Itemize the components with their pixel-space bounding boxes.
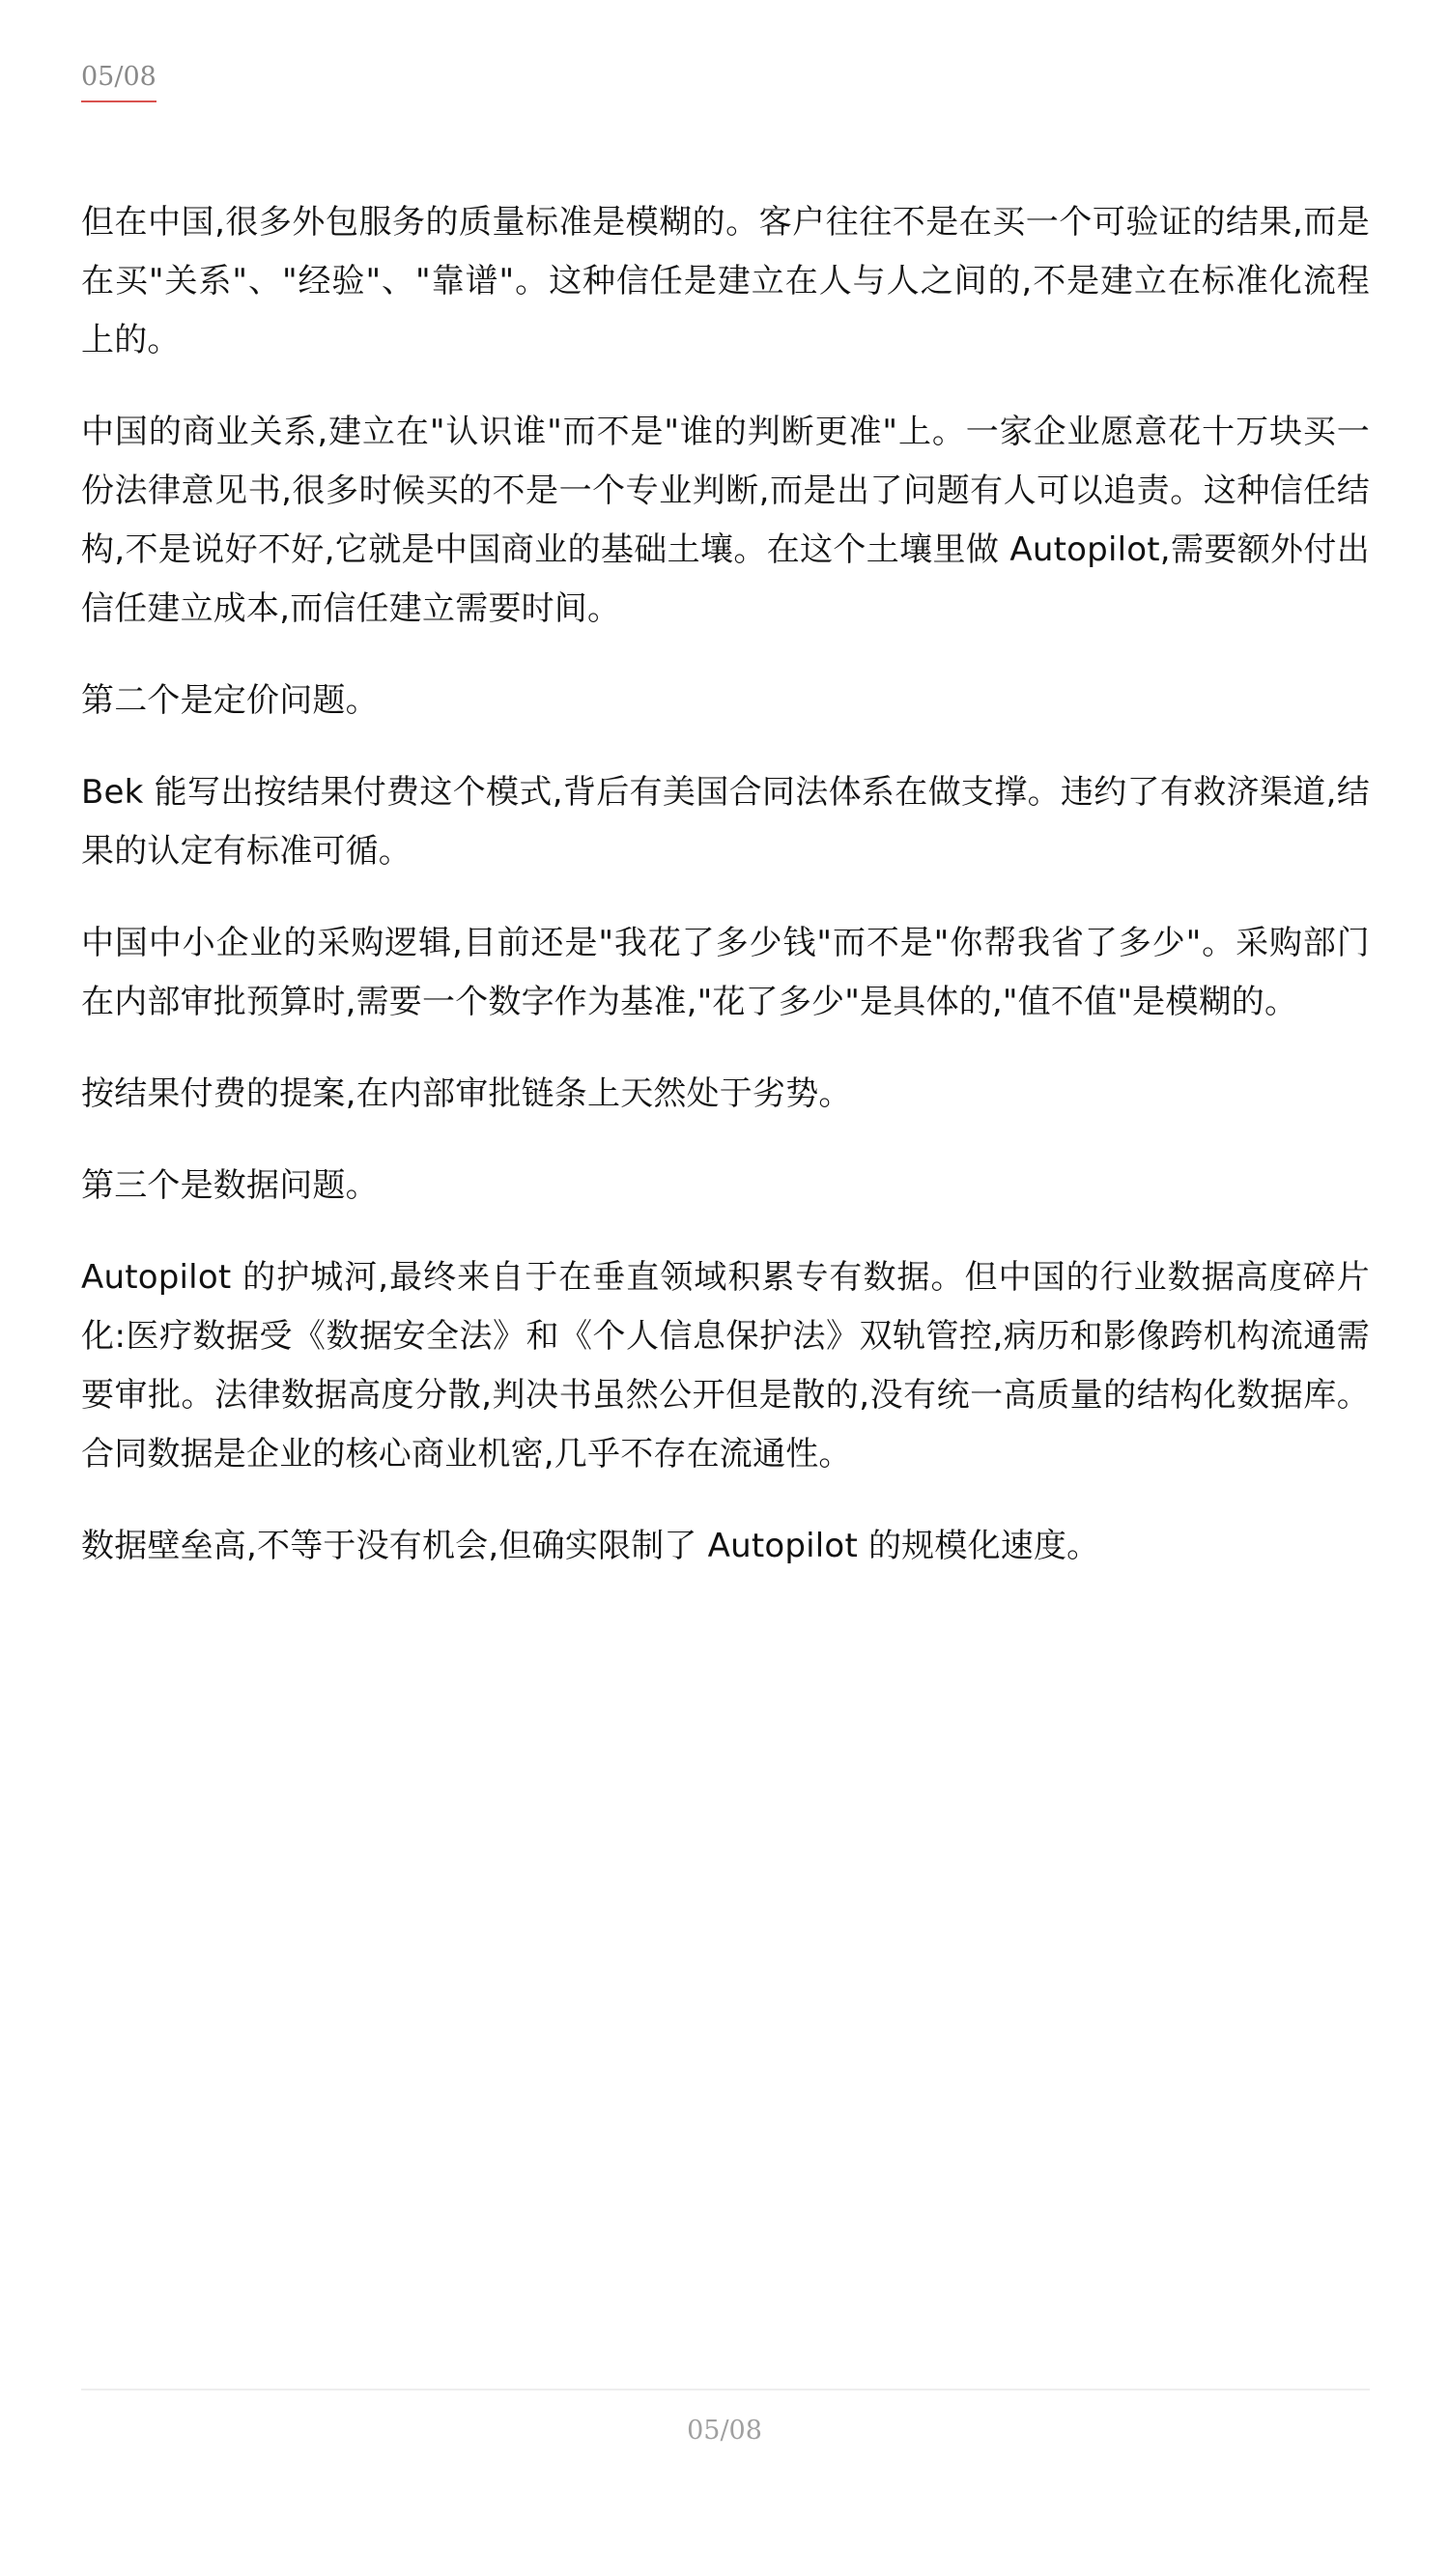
paragraph-8: Autopilot 的护城河,最终来自于在垂直领域积累专有数据。但中国的行业数据高度碎片化:医疗数据受《数据安全法》和《个人信息保护法》双轨管控,病历和影像跨机构流通需要审批。法律数据高度分散,判决书虽然公开但是散的,没有统一高质量的结构化数据库。合同数据是企业的核心商业机密,几乎不存在流通性。 xyxy=(81,1258,1370,1474)
article-body xyxy=(81,193,1370,1609)
paragraph-5: 中国中小企业的采购逻辑,目前还是"我花了多少钱"而不是"你帮我省了多少"。采购部门在内部审批预算时,需要一个数字作为基准,"花了多少"是具体的,"值不值"是模糊的。 xyxy=(81,924,1370,1021)
paragraph-7: 第三个是数据问题。 xyxy=(81,1166,379,1205)
paragraph-2: 中国的商业关系,建立在"认识谁"而不是"谁的判断更准"上。一家企业愿意花十万块买一份法律意见书,很多时候买的不是一个专业判断,而是出了问题有人可以追责。这种信任结构,不是说好不好,它就是中国商业的基础土壤。在这个土壤里做 Autopilot,需要额外付出信任建立成本,而信任建立需要时间。 xyxy=(81,413,1370,628)
paragraph-3: 第二个是定价问题。 xyxy=(81,681,379,720)
paragraph-1: 但在中国,很多外包服务的质量标准是模糊的。客户往往不是在买一个可验证的结果,而是在买"关系"、"经验"、"靠谱"。这种信任是建立在人与人之间的,不是建立在标准化流程上的。 xyxy=(81,203,1370,359)
page-number-bottom: 05/08 xyxy=(687,2416,762,2446)
paragraph-4: Bek 能写出按结果付费这个模式,背后有美国合同法体系在做支撑。违约了有救济渠道,结果的认定有标准可循。 xyxy=(81,773,1370,871)
paragraph-9: 数据壁垒高,不等于没有机会,但确实限制了 Autopilot 的规模化速度。 xyxy=(81,1527,1100,1565)
paragraph-6: 按结果付费的提案,在内部审批链条上天然处于劣势。 xyxy=(81,1074,852,1113)
page-number-top: 05/08 xyxy=(81,62,156,102)
footer-divider xyxy=(81,2389,1370,2390)
